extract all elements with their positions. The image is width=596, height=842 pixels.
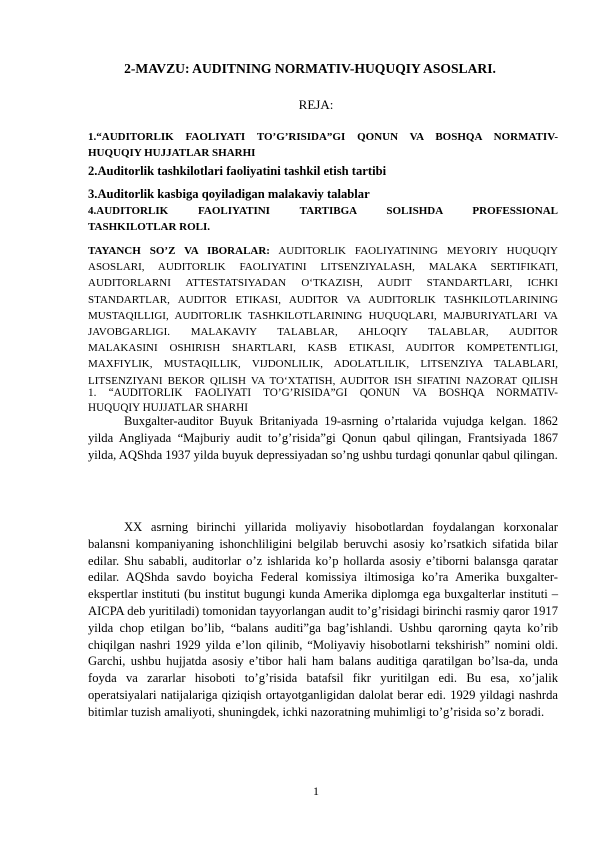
keywords-line: STANDARTLAR, AUDITOR ETIKASI, AUDITOR VA AUDITORLIK TASHKILOTLARINING — [88, 293, 558, 306]
keywords-line: JAVOBGARLIGI. MALAKAVIY TALABLAR, AHLOQIY TALABLAR, AUDITOR — [88, 326, 558, 339]
section-1-heading-line-1: 1. “AUDITORLIK FAOLIYATI TO’G’RISIDA”GI QONUN VA BOSHQA NORMATIV- — [88, 387, 558, 399]
keywords-line: TAYANCH SO’Z VA IBORALAR: AUDITORLIK FAOLIYATINING MEYORIY HUQUQIY — [88, 245, 558, 257]
section-1-paragraph-2: XX asrning birinchi yillarida moliyaviy hisobotlardan foydalangan korxonalar balansni kompaniyaning ishonchliligini belgilab beruvchi asosiy ko’rsatkich sifatida bilar edilar. Shu sababli, auditorlar o’z ishlarida ko’p hollarda asosiy e’tiborni balansga qaratar edilar. AQShda savdo boyicha Federal komissiya iltimosiga ko’ra Amerika buxgalter-ekspertlar instituti (bu institut bugungi kunda Amerika diplomga ega buxgalterlar instituti – AICPA deb yuritiladi) tomonidan tayyorlangan audit to’g’risidagi birinchi rasmiy qaror 1917 yilda chop etilgan bo’lib, “balans auditi”ga bag’ishlandi. Ushbu qarorning qayta ko’rib chiqilgan nashri 1929 yilda e’lon qilinib, “Moliyaviy hisobotlarni tekshirish” nomini oldi. Garchi, ushbu hujjatda asosiy e’tibor hali ham balans auditiga qaratilgan bo’lsa-da, unda foyda va zararlar hisoboti to’g’risida batafsil fikr yuritilgan edi. Bu esa, xo’jalik operatsiyalari natijalariga qiziqish ortayotganligidan dalolat berar edi. 1929 yildagi nashrda bitimlar tuzish amaliyoti, shuningdek, ichki nazoratning muhimligi to’g’risida so’z boradi. — [88, 520, 558, 719]
section-1-heading — [88, 386, 558, 416]
keywords-line: MUSTAQILLIGI, AUDITORLIK TASHKILOTLARINING HUQUQLARI, MAJBURIYATLARI VA — [88, 309, 558, 322]
keywords-line: LITSENZIYANI BEKOR QILISH VA TO‘XTATISH, AUDITOR ISH SIFATINI NAZORAT QILISH — [88, 374, 558, 387]
keywords-block — [88, 243, 558, 389]
toc-item-4-line-2: TASHKILOTLAR ROLI. — [88, 221, 211, 233]
keywords-line: MALAKASINI OSHIRISH SHARTLARI, KASB ETIKASI, AUDITOR KOMPETENTLIGI, — [88, 342, 558, 355]
section-1-paragraph-1: Buxgalter-auditor Buyuk Britaniyada 19-asrning o’rtalarida vujudga kelgan. 1862 yilda Angliyada “Majburiy audit to’g’risida”gi Qonun qabul qilingan, Frantsiyada 1867 yilda, AQShda 1937 yilda buyuk depressiyadan so’ng ushbu turdagi qonunlar qabul qilingan. — [88, 414, 558, 462]
toc-item-4 — [88, 203, 558, 235]
toc-item-3: 3.Auditorlik kasbiga qoyiladigan malakaviy talablar — [88, 187, 370, 201]
toc-item-1 — [88, 128, 558, 161]
toc-item-2: 2.Auditorlik tashkilotlari faoliyatini tashkil etish tartibi — [88, 164, 387, 178]
keywords-line: ASOSLARI, AUDITORLIK FAOLIYATINI LITSENZIYALASH, MALAKA SERTIFIKATI, — [88, 261, 558, 274]
document-title: 2-MAVZU: AUDITNING NORMATIV-HUQUQIY ASOSLARI. — [124, 61, 496, 76]
toc-item-1-line-2: HUQUQIY HUJJATLAR SHARHI — [88, 147, 256, 159]
keywords-label: TAYANCH SO’Z VA IBORALAR: — [88, 245, 270, 257]
page-number: 1 — [313, 784, 319, 798]
toc-item-1-line-1: 1.“AUDITORLIK FAOLIYATI TO’G’RISIDA”GI QONUN VA BOSHQA NORMATIV- — [88, 131, 558, 143]
keywords-line: AUDITORLARNI ATTESTATSIYADAN O‘TKAZISH, AUDIT STANDARTLARI, ICHKI — [88, 277, 558, 290]
toc-item-4-line-1: 4.AUDITORLIK FAOLIYATINI TARTIBGA SOLISHDA PROFESSIONAL — [88, 205, 558, 217]
keywords-line: MAXFIYLIK, MUSTAQILLIK, VIJDONLILIK, ADOLATLILIK, LITSENZIYA TALABLARI, — [88, 358, 558, 371]
plan-heading: REJA: — [298, 97, 334, 112]
section-1-heading-line-2: HUQUQIY HUJJATLAR SHARHI — [88, 402, 248, 414]
